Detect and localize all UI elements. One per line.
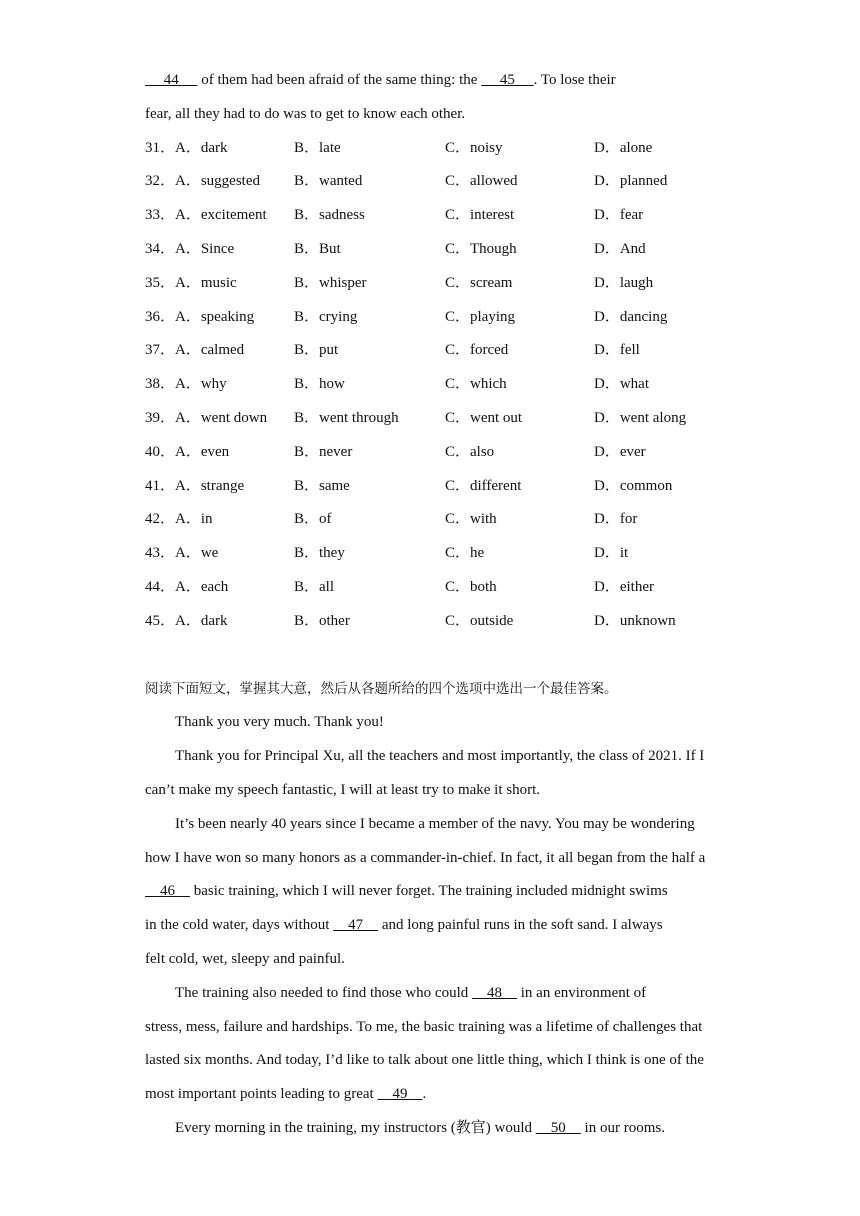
question-row [145, 233, 715, 267]
paragraph-line: can’t make my speech fantastic, I will at least try to make it short. [145, 781, 541, 798]
option-a: 37．A．calmed [145, 342, 245, 359]
option-a: 35．A．music [145, 274, 237, 291]
blank-45: 45 [481, 72, 534, 88]
paragraph-line [145, 875, 715, 909]
paragraph-line [145, 1078, 715, 1112]
option-c: C．outside [445, 612, 514, 629]
option-b: B．of [294, 511, 332, 528]
option-b: B．But [294, 240, 341, 257]
option-d: D．either [594, 578, 654, 595]
option-d: D．planned [594, 173, 668, 190]
options-list [145, 132, 715, 639]
text-segment: . To lose their [533, 72, 616, 88]
option-b: B．they [294, 545, 345, 562]
option-a: 34．A．Since [145, 240, 235, 257]
question-row [145, 436, 715, 470]
blank-46: 46 [145, 883, 190, 900]
option-d: D．common [594, 477, 673, 494]
blank-49: 49 [377, 1086, 423, 1103]
option-b: B．wanted [294, 173, 363, 190]
text-segment: most important points leading to great [145, 1086, 378, 1103]
option-b: B．sadness [294, 207, 365, 224]
option-a: 40．A．even [145, 443, 230, 460]
paragraph-line: how I have won so many honors as a commander-in-chief. In fact, it all began from the half a [145, 849, 706, 866]
question-row [145, 537, 715, 571]
option-a: 36．A．speaking [145, 308, 255, 325]
paragraph-line: Thank you very much. Thank you! [175, 714, 384, 731]
option-a: 38．A．why [145, 376, 227, 393]
option-d: D．what [594, 376, 649, 393]
paragraph-line [145, 1112, 715, 1146]
question-row [145, 368, 715, 402]
option-c: C．scream [445, 274, 513, 291]
option-a: 41．A．strange [145, 477, 245, 494]
option-a: 42．A．in [145, 511, 213, 528]
instruction: 阅读下面短文，掌握其大意，然后从各题所给的四个选项中选出一个最佳答案。 [145, 680, 618, 697]
option-b: B．all [294, 578, 334, 595]
paragraph-line: Thank you for Principal Xu, all the teachers and most importantly, the class of 2021. If I [175, 748, 705, 765]
question-row [145, 132, 715, 166]
option-c: C．went out [445, 409, 523, 426]
paragraph-line: felt cold, wet, sleepy and painful. [145, 950, 345, 967]
question-row [145, 470, 715, 504]
option-c: C．which [445, 376, 507, 393]
option-d: D．ever [594, 443, 646, 460]
option-a: 44．A．each [145, 578, 229, 595]
question-row [145, 334, 715, 368]
question-row [145, 503, 715, 537]
question-row [145, 267, 715, 301]
option-c: C．allowed [445, 173, 518, 190]
option-d: D．alone [594, 139, 653, 156]
option-d: D．dancing [594, 308, 668, 325]
text-segment: in our rooms. [580, 1119, 665, 1136]
option-b: B．went through [294, 409, 399, 426]
option-a: 33．A．excitement [145, 207, 267, 224]
text-segment: basic training, which I will never forget. The training included midnight swims [190, 883, 668, 900]
paragraph-line: stress, mess, failure and hardships. To me, the basic training was a lifetime of challenges that [145, 1018, 703, 1035]
document-page [145, 64, 715, 1146]
text-segment: and long painful runs in the soft sand. I always [378, 917, 663, 934]
option-c: C．he [445, 545, 485, 562]
text-segment: . [422, 1086, 427, 1103]
option-b: B．never [294, 443, 353, 460]
passage-line [145, 64, 715, 98]
question-row [145, 402, 715, 436]
option-c: C．forced [445, 342, 509, 359]
option-c: C．also [445, 443, 495, 460]
option-a: 43．A．we [145, 545, 219, 562]
text-segment: in the cold water, days without [145, 917, 334, 934]
paragraph-line: It’s been nearly 40 years since I became a member of the navy. You may be wondering [175, 815, 695, 832]
option-c: C．both [445, 578, 497, 595]
option-a: 32．A．suggested [145, 173, 260, 190]
paragraph-line: lasted six months. And today, I’d like to talk about one little thing, which I think is one of the [145, 1052, 704, 1069]
option-d: D．fell [594, 342, 640, 359]
option-d: D．went along [594, 409, 687, 426]
paragraph-line [145, 909, 715, 943]
option-b: B．other [294, 612, 350, 629]
option-b: B．late [294, 139, 341, 156]
text-segment: in an environment of [517, 984, 647, 1001]
option-d: D．And [594, 240, 646, 257]
option-d: D．unknown [594, 612, 676, 629]
option-b: B．crying [294, 308, 358, 325]
text-segment: Every morning in the training, my instructors (教官) would [175, 1119, 536, 1136]
question-row [145, 605, 715, 639]
option-b: B．put [294, 342, 339, 359]
blank-44: 44 [145, 72, 198, 88]
option-c: C．different [445, 477, 522, 494]
option-b: B．how [294, 376, 345, 393]
passage-line: fear, all they had to do was to get to know each other. [145, 105, 466, 122]
option-c: C．Though [445, 240, 517, 257]
option-d: D．for [594, 511, 638, 528]
option-d: D．laugh [594, 274, 654, 291]
option-a: 31．A．dark [145, 139, 228, 156]
blank-50: 50 [535, 1119, 581, 1136]
text-segment: of them had been afraid of the same thing: the [197, 72, 482, 88]
option-b: B．same [294, 477, 350, 494]
paragraph-line [145, 977, 715, 1011]
option-d: D．it [594, 545, 629, 562]
option-c: C．playing [445, 308, 515, 325]
blank-47: 47 [333, 917, 379, 934]
option-d: D．fear [594, 207, 644, 224]
text-segment: The training also needed to find those who could [175, 984, 473, 1001]
question-row [145, 165, 715, 199]
option-a: 45．A．dark [145, 612, 228, 629]
option-c: C．with [445, 511, 497, 528]
option-c: C．noisy [445, 139, 503, 156]
question-row [145, 301, 715, 335]
question-row [145, 571, 715, 605]
blank-48: 48 [472, 984, 518, 1001]
option-b: B．whisper [294, 274, 367, 291]
option-a: 39．A．went down [145, 409, 268, 426]
question-row [145, 199, 715, 233]
option-c: C．interest [445, 207, 515, 224]
